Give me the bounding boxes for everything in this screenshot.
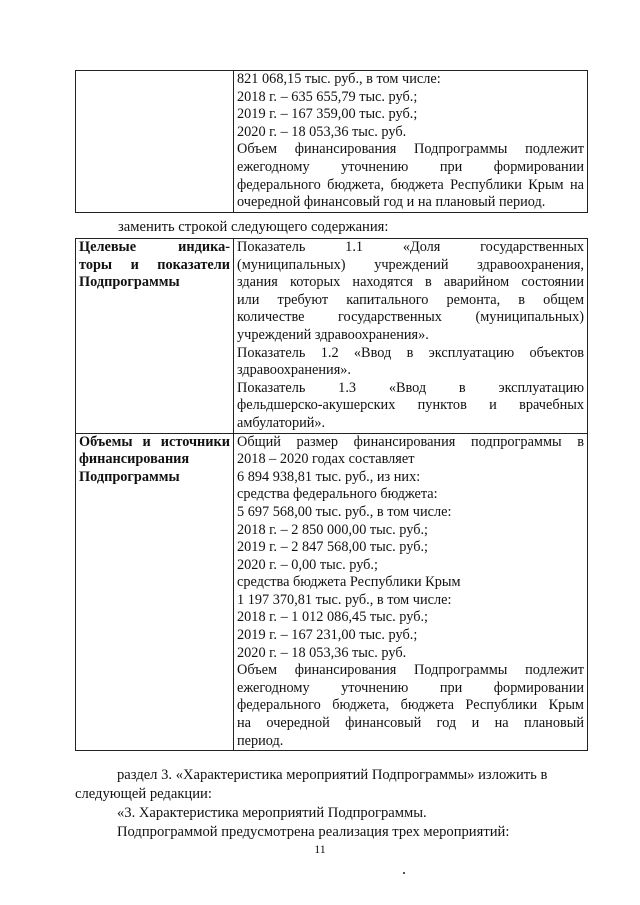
text-line: фельдшерско-акушерских пунктов и врачебных [237,397,584,414]
text-line: 2019 г. – 167 231,00 тыс. руб.; [237,627,418,644]
indicators-label-cell [76,239,234,434]
financing-value-cell [234,433,588,751]
text-line: средства федерального бюджета: [237,486,438,503]
table-row [76,71,588,213]
text-line: здания которых находятся в аварийном состоянии [237,274,584,291]
text-line: 2020 г. – 18 053,36 тыс. руб. [237,644,407,661]
text-line: ежегодному уточнению при формировании [237,158,584,175]
label-line: Подпрограммы [79,468,180,485]
table-row [76,433,588,751]
section-heading-quote: «3. Характеристика мероприятий Подпрограммы. [117,805,427,821]
text-line: или требуют капитального ремонта, в общем [237,291,584,308]
text-line: на очередной финансовый год и на плановый [237,715,584,732]
text-line: Показатель 1.2 «Ввод в эксплуатацию объектов [237,344,584,361]
text-line: средства бюджета Республики Крым [237,574,461,591]
table-row [76,239,588,434]
replace-instruction: заменить строкой следующего содержания: [118,219,389,235]
text-line: федерального бюджета, бюджета Республики Крым [237,697,584,714]
text-line: ежегодному уточнению при формировании [237,679,584,696]
financing-label-cell [76,433,234,751]
top-table [75,70,588,213]
text-line: 821 068,15 тыс. руб., в том числе: [237,71,441,87]
empty-label-cell [76,71,234,213]
text-line: Показатель 1.3 «Ввод в эксплуатацию [237,379,584,396]
text-line: 2018 г. – 2 850 000,00 тыс. руб.; [237,521,429,538]
text-line: количестве государственных (муниципальных) [237,309,584,326]
text-line: Объем финансирования Подпрограммы подлежит [237,141,584,158]
text-line: амбулаторий». [237,414,326,431]
text-line: 5 697 568,00 тыс. руб., в том числе: [237,503,452,520]
text-line: 2018 г. – 635 655,79 тыс. руб.; [237,88,418,105]
text-line: здравоохранения». [237,362,351,379]
text-line: 2019 г. – 2 847 568,00 тыс. руб.; [237,539,429,556]
text-line: 2018 г. – 1 012 086,45 тыс. руб.; [237,609,429,626]
main-table [75,238,588,751]
text-line: 2020 г. – 0,00 тыс. руб.; [237,556,378,573]
body-paragraph: Подпрограммой предусмотрена реализация трех мероприятий: [117,824,510,840]
text-line: очередной финансовый год и на плановый период. [237,194,546,211]
text-line: Объем финансирования Подпрограммы подлежит [237,662,584,679]
text-line: 1 197 370,81 тыс. руб., в том числе: [237,591,452,608]
text-line: 2020 г. – 18 053,36 тыс. руб. [237,123,407,140]
text-line: (муниципальных) учреждений здравоохранения, [237,256,584,273]
label-line: Объемы и источники [79,433,230,450]
scan-speck [403,872,405,874]
text-line: 2018 – 2020 годах составляет [237,451,415,468]
text-line: учреждений здравоохранения». [237,326,429,343]
section-instruction-line2: следующей редакции: [75,786,212,802]
text-line: 2019 г. – 167 359,00 тыс. руб.; [237,106,418,123]
text-line: Показатель 1.1 «Доля государственных [237,239,584,255]
text-line: 6 894 938,81 тыс. руб., из них: [237,468,421,485]
section-instruction-line1: раздел 3. «Характеристика мероприятий Подпрограммы» изложить в [117,767,548,783]
label-line: финансирования [79,451,190,468]
text-line: Общий размер финансирования подпрограммы в [237,433,584,450]
label-line: Подпрограммы [79,274,180,291]
financing-cell [234,71,588,213]
text-line: период. [237,732,284,749]
label-line: торы и показатели [79,256,230,273]
page-number: 11 [314,842,326,856]
indicators-value-cell [234,239,588,434]
label-line: Целевые индика- [79,239,230,255]
text-line: федерального бюджета, бюджета Республики Крым на [237,176,584,193]
